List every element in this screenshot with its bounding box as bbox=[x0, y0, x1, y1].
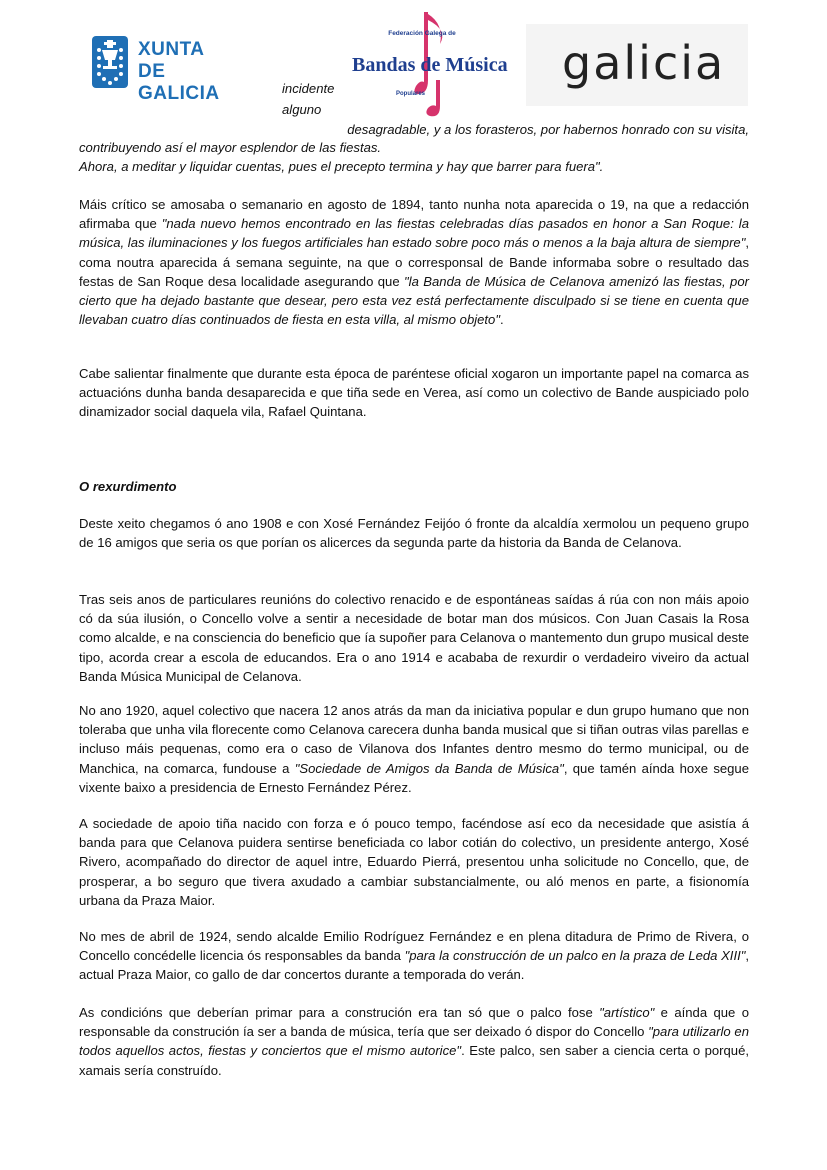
paragraph-7-text: No mes de abril de 1924, sendo alcalde Emilio Rodríguez Fernández e en plena ditadura de Primo de Rivera, o Concello concédelle licencia ós responsables da banda bbox=[79, 929, 749, 964]
paragraph-8-text: e aínda que o responsable da construción ía ser a banda de música, tería que ser deixado ó dispor do Concello bbox=[79, 1005, 749, 1040]
paragraph-1-text: , coma noutra aparecida á semana seguinte, na que o corresponsal de Bande informaba sobre o resultado das festas de San Roque desa localidade asegurando que bbox=[79, 235, 749, 289]
paragraph-7-text: , actual Praza Maior, co gallo de dar concertos durante a temporada do verán. bbox=[79, 948, 750, 983]
paragraph-8-text: . Este palco, sen saber a ciencia certa o porqué, xamais sería construído. bbox=[79, 1043, 749, 1078]
paragraph-5 bbox=[79, 701, 749, 797]
paragraph-8-quote: "para utilizarlo en todos aquellos actos, fiestas y conciertos que el mismo autorice" bbox=[79, 1024, 749, 1059]
intro-line-1: incidente bbox=[282, 81, 335, 96]
bandas-federation-label: Federación Galega de bbox=[388, 30, 456, 37]
paragraph-8 bbox=[79, 1003, 749, 1080]
bandas-popular-label: Populares bbox=[396, 91, 426, 97]
bandas-de-musica-logo bbox=[352, 10, 508, 118]
intro-line-2: alguno bbox=[282, 102, 322, 117]
paragraph-5-text: No ano 1920, aquel colectivo que nacera 12 anos atrás da man da iniciativa popular e dun grupo humano que non toleraba que unha vila florecente como Celanova carecera dunha banda musical que si tiñan outras vilas parellas e incluso máis pequenas, como era o caso de Vilanova dos Infantes dentro mesmo do termo municipal, ou de Manchica, na comarca, fundouse a bbox=[79, 703, 749, 776]
section-heading: O rexurdimento bbox=[79, 479, 177, 494]
intro-line-5: Ahora, a meditar y liquidar cuentas, pues el precepto termina y hay que barrer para fuera". bbox=[79, 159, 604, 174]
paragraph-4: Tras seis anos de particulares reunións do colectivo renacido e de espontáneas saídas á rúa con non máis apoio có da súa ilusión, o Concello volve a sentir a necesidade de botar man dos músicos. Con Juan Casais la Rosa como alcalde, e na consciencia do beneficio que ía supoñer para Celanova o mantemento dun grupo musical deste tipo, acorda crear a escola de educandos. Era o ano 1914 e acababa de rexurdir o verdadeiro viveiro da actual Banda Música Municipal de Celanova. bbox=[79, 592, 749, 684]
intro-line-3: desagradable, y a los forasteros, por habernos honrado con su visita, bbox=[347, 122, 749, 137]
xunta-line-1: XUNTA bbox=[138, 39, 205, 60]
intro-line-4: contribuyendo así el mayor esplendor de las fiestas. bbox=[79, 140, 382, 155]
paragraph-6: A sociedade de apoio tiña nacido con forza e ó pouco tempo, facéndose así eco da necesidade que asistía á banda para que Celanova puidera sentirse beneficiada co labor cotián do colectivo, un presidente antergo, Xosé Rivero, acompañado do director de aquel intre, Eduardo Pierrá, presentou unha solicitude no Concello, que, de prosperar, a bo seguro que tivera axudado a cambiar substancialmente, ou aló menos en parte, a fisionomía urbana da Praza Maior. bbox=[79, 816, 749, 908]
paragraph-1-quote: "la Banda de Música de Celanova amenizó las fiestas, por cierto que ha dejado bastante que desear, pero esta vez está perfectamente disculpado si se tiene en cuenta que llevaban cuatro días continuados de fiesta en esta villa, al mismo objeto" bbox=[79, 273, 749, 328]
paragraph-2: Cabe salientar finalmente que durante esta época de paréntese oficial xogaron un importante papel na comarca as actuacións dunha banda desaparecida e que tiña sede en Verea, así como un colectivo de Bande auspiciado polo dinamizador social daquela vila, Rafael Quintana. bbox=[79, 366, 749, 420]
paragraph-7-quote: "para la construcción de un palco en la praza de Leda XIII" bbox=[404, 948, 746, 964]
paragraph-8-quote: "artístico" bbox=[599, 1005, 655, 1020]
paragraph-1-text: Máis crítico se amosaba o semanario en agosto de 1894, tanto nunha nota aparecida o 19, na que a redacción afirmaba que bbox=[79, 197, 749, 232]
paragraph-5-text: , que tamén aínda hoxe segue vixente baixo a presidencia de Ernesto Fernández Pérez. bbox=[79, 760, 749, 795]
bandas-title: Bandas de Música bbox=[352, 54, 508, 76]
xunta-line-2: DE GALICIA bbox=[138, 61, 220, 104]
paragraph-7 bbox=[79, 927, 749, 985]
xunta-shield-icon bbox=[92, 36, 128, 88]
paragraph-1-quote: "nada nuevo hemos encontrado en las fiestas celebradas días pasados en honor a San Roque: la música, las iluminaciones y los fuegos artificiales han estado sobre poco más o menos a la baja altura de siempre" bbox=[79, 216, 749, 251]
xunta-wordmark bbox=[138, 39, 252, 105]
paragraph-8-text: As condicións que deberían primar para a construción era tan só que o palco fose bbox=[79, 1005, 600, 1020]
galicia-wordmark: galicia bbox=[562, 36, 726, 90]
xunta-de-galicia-logo bbox=[92, 36, 252, 104]
paragraph-5-quote: "Sociedade de Amigos da Banda de Música" bbox=[294, 760, 564, 776]
paragraph-1-text: . bbox=[499, 312, 504, 328]
galicia-logo bbox=[526, 24, 748, 106]
paragraph-1 bbox=[79, 195, 749, 329]
paragraph-3: Deste xeito chegamos ó ano 1908 e con Xosé Fernández Feijóo ó fronte da alcaldía xermolou un pequeno grupo de 16 amigos que seria os que porían os alicerces da segunda parte da historia da Banda de Celanova. bbox=[79, 516, 749, 551]
